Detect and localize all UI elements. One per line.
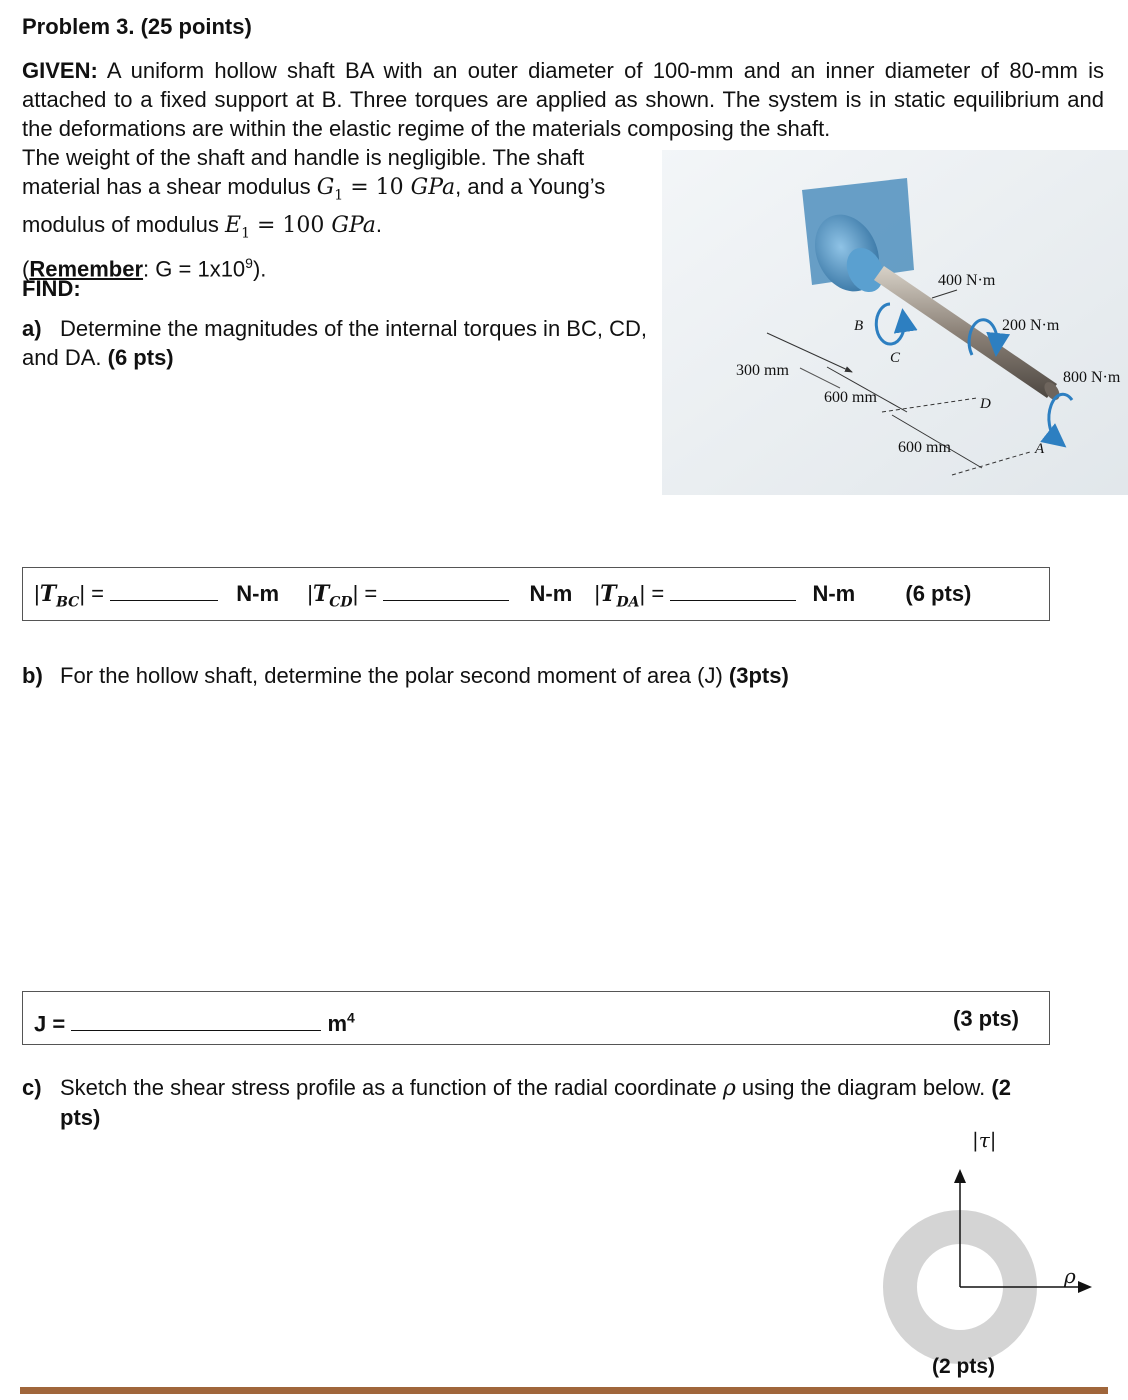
part-c-label: c) bbox=[22, 1075, 42, 1100]
given-line-youngs-modulus: modulus of modulus $E_1 = 100$ GPa. bbox=[22, 212, 383, 242]
shaft-illustration bbox=[652, 150, 1128, 495]
dimension-300mm: 300 mm bbox=[736, 362, 789, 379]
tcd-answer-blank[interactable] bbox=[383, 580, 509, 601]
shaft-figure bbox=[652, 150, 1128, 495]
part-b-points: (3pts) bbox=[728, 663, 789, 688]
part-a-points: (6 pts) bbox=[107, 345, 174, 370]
shear-stress-diagram[interactable] bbox=[880, 1125, 1120, 1385]
tbc-answer-blank[interactable] bbox=[110, 580, 218, 601]
j-answer-blank[interactable] bbox=[71, 1010, 321, 1031]
dimension-600mm-cd: 600 mm bbox=[824, 389, 877, 406]
part-a-question bbox=[22, 314, 652, 372]
point-a-label: A bbox=[1035, 441, 1045, 457]
point-d-label: D bbox=[980, 396, 991, 412]
given-line-weight: The weight of the shaft and handle is negligible. The shaft bbox=[22, 145, 585, 170]
point-b-label: B bbox=[854, 318, 864, 334]
rho-axis-label: ρ bbox=[1064, 1264, 1076, 1288]
part-b-text: For the hollow shaft, determine the polar second moment of area (J) bbox=[60, 663, 723, 688]
dimension-600mm-da: 600 mm bbox=[898, 439, 951, 456]
part-b-question bbox=[22, 661, 789, 690]
part-a-answer-box bbox=[22, 567, 1050, 621]
tda-unit: N-m bbox=[812, 581, 856, 606]
find-label: FIND: bbox=[22, 276, 81, 301]
given-paragraph bbox=[22, 56, 1104, 143]
tda-answer-blank[interactable] bbox=[670, 580, 796, 601]
part-a-answer-points: (6 pts) bbox=[905, 581, 972, 606]
tcd-unit: N-m bbox=[529, 581, 573, 606]
remember-label: Remember bbox=[29, 256, 144, 282]
part-b-answer-points: (3 pts) bbox=[953, 1006, 1019, 1031]
part-a-text: Determine the magnitudes of the internal torques in BC, CD, and DA. bbox=[22, 316, 647, 370]
part-a-label: a) bbox=[22, 316, 42, 341]
j-label: J = bbox=[34, 1011, 66, 1037]
point-c-label: C bbox=[890, 350, 901, 366]
given-line-shear-modulus: material has a shear modulus $G_1 = 10$ GPa, and a Young’s bbox=[22, 174, 606, 204]
bottom-divider bbox=[20, 1387, 1108, 1394]
given-remember-note: (Remember: $G = 1x10^9$). bbox=[22, 254, 267, 282]
rho-symbol: ρ bbox=[722, 1076, 736, 1101]
tbc-label: $|T_{BC}|$ = bbox=[34, 581, 105, 611]
tau-axis-label: |τ| bbox=[972, 1128, 997, 1152]
given-continuation bbox=[22, 143, 647, 283]
part-c-diagram-points: (2 pts) bbox=[932, 1355, 995, 1378]
tcd-label: $|T_{CD}|$ = bbox=[307, 581, 378, 611]
torque-label-400: 400 N·m bbox=[938, 272, 996, 289]
given-label: GIVEN: bbox=[22, 58, 98, 83]
part-b-label: b) bbox=[22, 663, 43, 688]
torque-label-200: 200 N·m bbox=[1002, 317, 1060, 334]
j-unit: $m^4$ bbox=[327, 1010, 355, 1037]
shear-stress-axes[interactable] bbox=[880, 1125, 1120, 1385]
part-c-points: pts) bbox=[60, 1105, 101, 1130]
part-b-answer-box bbox=[22, 991, 1050, 1045]
given-text: A uniform hollow shaft BA with an outer diameter of 100-mm and an inner diameter of 80-mm is attached to a fixed support at B. Three torques are applied as shown. The system is in static equilibrium and the deformations are within the elastic regime of the materials composing the shaft. bbox=[22, 58, 1104, 141]
torque-label-800: 800 N·m bbox=[1063, 369, 1121, 386]
tbc-unit: N-m bbox=[236, 581, 280, 606]
part-c-question: c) Sketch the shear stress profile as a function of the radial coordinate ρ using the diagram below. (2 pts) bbox=[22, 1073, 1112, 1132]
problem-title: Problem 3. (25 points) bbox=[22, 14, 252, 39]
tda-label: $|T_{DA}|$ = bbox=[594, 581, 665, 611]
